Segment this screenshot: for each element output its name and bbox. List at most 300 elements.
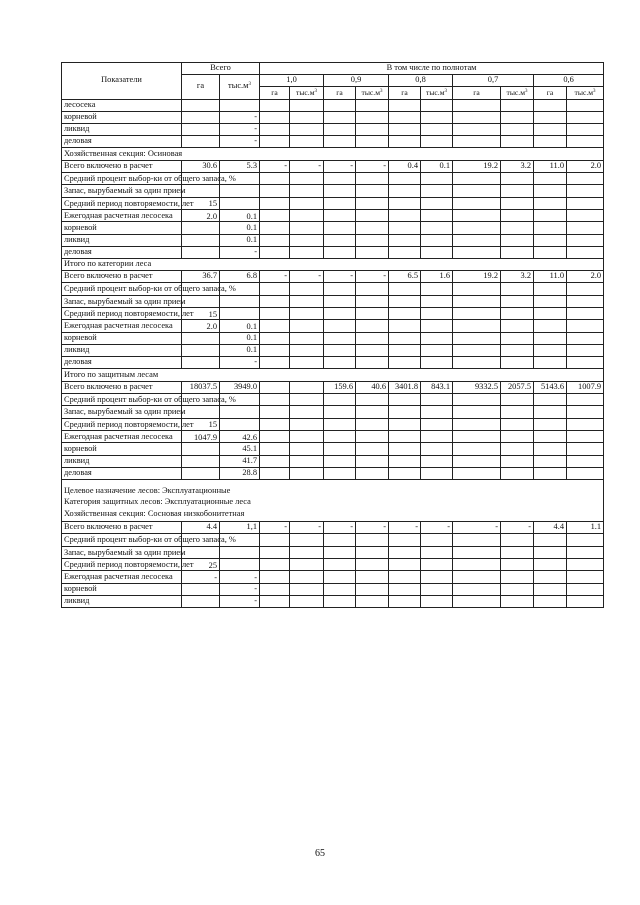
table-cell <box>421 455 453 467</box>
table-cell <box>324 123 356 135</box>
table-cell <box>260 418 290 430</box>
table-cell <box>421 345 453 357</box>
table-cell <box>567 583 604 595</box>
table-cell <box>220 308 260 320</box>
table-cell <box>389 455 421 467</box>
table-cell <box>453 234 501 246</box>
table-cell <box>324 443 356 455</box>
table-cell: 6.8 <box>220 271 260 283</box>
subheader-m3: $тыс.м^3$ <box>567 87 604 99</box>
table-cell <box>501 583 534 595</box>
table-cell <box>290 546 324 558</box>
table-cell: 0.1 <box>220 345 260 357</box>
table-cell <box>534 455 567 467</box>
table-cell <box>290 185 324 197</box>
table-row: Ежегодная расчетная лесосека 1047.9 42.6 <box>62 431 604 443</box>
table-row: Средний процент выбор-ки от общего запаса, % <box>62 393 604 405</box>
category-heading: Категория защитных лесов: Эксплуатационные леса <box>64 497 251 507</box>
table-row: Ежегодная расчетная лесосека - - <box>62 571 604 583</box>
table-row: Всего включено в расчет 4.4 1,1 - - - - - - - - 4.4 1.1 <box>62 522 604 534</box>
table-cell <box>389 320 421 332</box>
table-cell <box>290 246 324 258</box>
table-row: корневой 45.1 <box>62 443 604 455</box>
table-cell <box>421 136 453 148</box>
table-cell <box>182 596 220 608</box>
table-cell <box>324 583 356 595</box>
table-cell <box>260 283 290 295</box>
table-cell: 5.3 <box>220 160 260 172</box>
table-cell <box>567 308 604 320</box>
table-cell <box>501 295 534 307</box>
table-row: ликвид 41.7 <box>62 455 604 467</box>
table-row: ликвид 0.1 <box>62 234 604 246</box>
table-cell <box>453 283 501 295</box>
table-cell: 18037.5 <box>182 381 220 393</box>
table-cell <box>324 546 356 558</box>
table-cell: - <box>290 522 324 534</box>
table-cell: - <box>220 111 260 123</box>
table-cell <box>421 222 453 234</box>
table-cell <box>182 332 220 344</box>
table-cell <box>567 345 604 357</box>
table-cell: 15 <box>182 308 220 320</box>
table-cell <box>501 111 534 123</box>
table-row: Средний период повторяемости, лет 15 <box>62 197 604 209</box>
table-cell: - <box>260 522 290 534</box>
table-cell <box>453 345 501 357</box>
table-cell <box>260 534 290 546</box>
table-cell <box>220 559 260 571</box>
table-cell <box>567 431 604 443</box>
table-cell <box>356 295 389 307</box>
header-total-m3: $тыс.м^3$ <box>220 75 260 99</box>
table-cell <box>182 99 220 111</box>
table-cell <box>501 172 534 184</box>
table-cell <box>534 197 567 209</box>
table-cell <box>324 172 356 184</box>
subheader-ha: га <box>534 87 567 99</box>
table-row: Запас, вырубаемый за один прием <box>62 546 604 558</box>
table-cell <box>324 136 356 148</box>
table-cell <box>324 345 356 357</box>
table-cell <box>260 431 290 443</box>
table-cell <box>421 295 453 307</box>
table-cell <box>534 546 567 558</box>
table-cell <box>567 467 604 479</box>
header-density: 1,0 <box>260 75 324 87</box>
table-cell <box>290 381 324 393</box>
table-cell <box>182 345 220 357</box>
table-cell: - <box>220 123 260 135</box>
table-cell <box>453 393 501 405</box>
table-cell <box>290 332 324 344</box>
table-cell <box>290 559 324 571</box>
table-row: корневой 0.1 <box>62 332 604 344</box>
table-cell <box>453 583 501 595</box>
table-cell <box>324 406 356 418</box>
table-cell <box>324 320 356 332</box>
table-cell: 15 <box>182 418 220 430</box>
table-cell <box>260 172 290 184</box>
table-cell <box>567 418 604 430</box>
table-cell <box>453 185 501 197</box>
table-cell: 0.1 <box>220 332 260 344</box>
table-cell <box>356 467 389 479</box>
table-cell <box>356 320 389 332</box>
table-cell <box>290 136 324 148</box>
table-cell <box>567 443 604 455</box>
section-heading: Хозяйственная секция: Сосновая низкобонитетная <box>64 508 245 518</box>
table-cell <box>220 295 260 307</box>
table-cell: 4.4 <box>182 522 220 534</box>
table-cell <box>421 596 453 608</box>
table-cell <box>534 467 567 479</box>
table-cell <box>260 295 290 307</box>
table-cell <box>389 546 421 558</box>
table-cell <box>356 546 389 558</box>
header-total-ha: га <box>182 75 220 99</box>
table-cell <box>389 308 421 320</box>
table-row: Запас, вырубаемый за один прием <box>62 295 604 307</box>
header-density: 0,9 <box>324 75 389 87</box>
table-row: Средний процент выбор-ки от общего запаса, % <box>62 534 604 546</box>
table-body <box>62 99 604 608</box>
table-cell <box>356 534 389 546</box>
table-cell <box>567 559 604 571</box>
table-cell <box>453 172 501 184</box>
table-cell: - <box>389 522 421 534</box>
table-cell <box>389 136 421 148</box>
table-cell <box>324 111 356 123</box>
table-cell <box>501 571 534 583</box>
table-cell <box>324 393 356 405</box>
table-cell <box>182 443 220 455</box>
table-row: лесосека <box>62 99 604 111</box>
table-cell <box>182 123 220 135</box>
table-cell <box>421 534 453 546</box>
section-heading: Итого по защитным лесам <box>62 369 604 381</box>
table-cell <box>421 209 453 221</box>
table-row: Всего включено в расчет 18037.5 3949.0 159.6 40.6 3401.8 843.1 9332.5 2057.5 5143.6 1007.9 <box>62 381 604 393</box>
table-cell <box>290 222 324 234</box>
table-row: Всего включено в расчет 30.6 5.3 - - - - 0.4 0.1 19.2 3.2 11.0 2.0 <box>62 160 604 172</box>
table-cell <box>290 308 324 320</box>
table-row: деловая - <box>62 246 604 258</box>
table-cell <box>290 197 324 209</box>
purpose-heading: Целевое назначение лесов: Эксплуатационные <box>64 485 231 495</box>
table-cell: 159.6 <box>324 381 356 393</box>
header-including: В том числе по полнотам <box>260 63 604 75</box>
table-cell <box>534 295 567 307</box>
table-cell <box>534 443 567 455</box>
header-density: 0,7 <box>453 75 534 87</box>
table-cell <box>567 172 604 184</box>
table-cell <box>356 332 389 344</box>
table-cell <box>389 222 421 234</box>
table-cell <box>324 596 356 608</box>
table-cell <box>356 455 389 467</box>
table-cell <box>567 185 604 197</box>
table-cell <box>182 546 220 558</box>
table-cell: 9332.5 <box>453 381 501 393</box>
table-cell <box>290 234 324 246</box>
forest-harvest-table <box>61 62 604 608</box>
table-cell: - <box>290 160 324 172</box>
table-cell: - <box>421 522 453 534</box>
table-row: Средний процент выбор-ки от общего запаса, % <box>62 172 604 184</box>
table-cell <box>421 185 453 197</box>
table-cell <box>534 209 567 221</box>
table-cell <box>389 209 421 221</box>
table-cell <box>389 172 421 184</box>
table-cell <box>290 583 324 595</box>
subheader-m3: $тыс.м^3$ <box>356 87 389 99</box>
header-indicators: Показатели <box>62 63 182 100</box>
table-cell <box>290 467 324 479</box>
table-cell <box>567 455 604 467</box>
table-cell: 25 <box>182 559 220 571</box>
table-cell <box>356 209 389 221</box>
table-cell <box>389 295 421 307</box>
table-cell <box>501 596 534 608</box>
table-cell <box>501 136 534 148</box>
subheader-ha: га <box>453 87 501 99</box>
table-cell <box>534 559 567 571</box>
table-row: Средний период повторяемости, лет 25 <box>62 559 604 571</box>
table-cell <box>260 443 290 455</box>
subheader-ha: га <box>324 87 356 99</box>
table-cell <box>389 418 421 430</box>
table-cell: 1047.9 <box>182 431 220 443</box>
subheader-m3: $тыс.м^3$ <box>501 87 534 99</box>
table-cell: 30.6 <box>182 160 220 172</box>
table-cell <box>260 381 290 393</box>
subheader-ha: га <box>389 87 421 99</box>
section-heading-block <box>62 480 604 522</box>
table-row: Ежегодная расчетная лесосека 2.0 0.1 <box>62 209 604 221</box>
table-cell <box>567 596 604 608</box>
table-cell <box>260 222 290 234</box>
table-cell <box>356 136 389 148</box>
table-cell <box>501 209 534 221</box>
table-cell <box>567 406 604 418</box>
table-cell <box>453 406 501 418</box>
table-cell <box>260 99 290 111</box>
table-cell <box>567 234 604 246</box>
table-cell <box>421 559 453 571</box>
table-cell <box>567 571 604 583</box>
table-cell <box>389 185 421 197</box>
header-density: 0,8 <box>389 75 453 87</box>
table-row: Ежегодная расчетная лесосека 2.0 0.1 <box>62 320 604 332</box>
table-cell <box>290 357 324 369</box>
table-cell <box>389 443 421 455</box>
table-cell: 41.7 <box>220 455 260 467</box>
table-cell: 0.1 <box>220 320 260 332</box>
table-cell <box>453 136 501 148</box>
table-cell <box>356 111 389 123</box>
table-cell: 28.8 <box>220 467 260 479</box>
table-cell <box>290 571 324 583</box>
table-cell: 45.1 <box>220 443 260 455</box>
table-cell <box>324 99 356 111</box>
table-cell <box>421 431 453 443</box>
table-cell <box>453 209 501 221</box>
table-cell: 1.1 <box>567 522 604 534</box>
table-cell <box>290 111 324 123</box>
table-cell: - <box>260 271 290 283</box>
table-cell <box>453 320 501 332</box>
table-cell <box>421 234 453 246</box>
table-cell: 15 <box>182 197 220 209</box>
table-cell <box>290 406 324 418</box>
table-cell: - <box>324 271 356 283</box>
table-cell <box>260 467 290 479</box>
table-cell <box>567 123 604 135</box>
table-cell <box>260 345 290 357</box>
table-cell <box>453 559 501 571</box>
table-cell <box>220 185 260 197</box>
table-cell <box>290 123 324 135</box>
table-cell: 3401.8 <box>389 381 421 393</box>
table-cell <box>356 308 389 320</box>
table-cell <box>290 209 324 221</box>
table-cell <box>220 197 260 209</box>
table-row: деловая - <box>62 136 604 148</box>
table-cell <box>356 99 389 111</box>
table-cell: 2.0 <box>567 271 604 283</box>
table-row: корневой - <box>62 111 604 123</box>
table-cell <box>356 357 389 369</box>
table-cell <box>421 357 453 369</box>
table-cell <box>389 431 421 443</box>
table-cell: 1007.9 <box>567 381 604 393</box>
table-cell <box>453 534 501 546</box>
table-cell <box>324 197 356 209</box>
table-cell: 2.0 <box>182 320 220 332</box>
table-cell <box>356 596 389 608</box>
table-cell <box>534 596 567 608</box>
table-cell <box>260 571 290 583</box>
table-cell <box>324 467 356 479</box>
table-cell <box>421 571 453 583</box>
table-cell <box>260 123 290 135</box>
table-cell <box>260 136 290 148</box>
table-cell <box>290 99 324 111</box>
table-row: ликвид 0.1 <box>62 345 604 357</box>
table-cell: - <box>220 357 260 369</box>
table-cell: 0.4 <box>389 160 421 172</box>
table-cell <box>389 123 421 135</box>
table-cell <box>260 583 290 595</box>
table-row: корневой 0.1 <box>62 222 604 234</box>
table-cell <box>567 320 604 332</box>
table-cell <box>534 571 567 583</box>
table-cell <box>501 393 534 405</box>
table-cell <box>389 559 421 571</box>
table-cell <box>260 357 290 369</box>
table-cell: - <box>182 571 220 583</box>
table-cell <box>453 443 501 455</box>
subheader-m3: $тыс.м^3$ <box>421 87 453 99</box>
table-cell <box>453 431 501 443</box>
table-cell: 5143.6 <box>534 381 567 393</box>
table-cell <box>421 197 453 209</box>
table-cell <box>501 406 534 418</box>
table-cell <box>567 332 604 344</box>
table-cell <box>290 283 324 295</box>
table-cell <box>389 357 421 369</box>
section-heading: Хозяйственная секция: Осиновая <box>62 148 604 160</box>
table-cell <box>182 246 220 258</box>
table-row: Запас, вырубаемый за один прием <box>62 406 604 418</box>
table-cell: 11.0 <box>534 160 567 172</box>
table-row: корневой - <box>62 583 604 595</box>
table-cell <box>389 111 421 123</box>
table-cell <box>389 571 421 583</box>
table-cell <box>356 234 389 246</box>
table-cell: - <box>356 160 389 172</box>
table-cell <box>324 418 356 430</box>
table-cell <box>534 320 567 332</box>
table-cell <box>421 123 453 135</box>
table-cell: 6.5 <box>389 271 421 283</box>
table-cell <box>290 431 324 443</box>
table-cell <box>324 571 356 583</box>
table-cell <box>324 222 356 234</box>
table-row: Всего включено в расчет 36.7 6.8 - - - - 6.5 1.6 19.2 3.2 11.0 2.0 <box>62 271 604 283</box>
table-cell <box>324 559 356 571</box>
table-cell <box>421 443 453 455</box>
table-cell: - <box>324 160 356 172</box>
table-cell <box>501 455 534 467</box>
table-cell <box>534 332 567 344</box>
table-cell <box>324 357 356 369</box>
table-cell: 843.1 <box>421 381 453 393</box>
table-cell <box>220 418 260 430</box>
table-cell <box>421 406 453 418</box>
table-cell <box>182 583 220 595</box>
table-cell <box>356 172 389 184</box>
table-cell <box>324 246 356 258</box>
table-cell <box>501 546 534 558</box>
table-cell <box>453 455 501 467</box>
table-cell <box>260 209 290 221</box>
table-cell <box>534 172 567 184</box>
table-cell <box>356 571 389 583</box>
table-row: Средний период повторяемости, лет 15 <box>62 418 604 430</box>
table-cell <box>501 431 534 443</box>
table-cell <box>389 345 421 357</box>
table-cell: - <box>260 160 290 172</box>
table-cell <box>421 99 453 111</box>
table-row: Средний процент выбор-ки от общего запаса, % <box>62 283 604 295</box>
table-cell <box>534 99 567 111</box>
table-cell <box>534 222 567 234</box>
table-cell <box>453 467 501 479</box>
table-cell <box>389 332 421 344</box>
table-cell <box>389 583 421 595</box>
table-cell <box>356 246 389 258</box>
table-cell <box>356 393 389 405</box>
table-cell <box>389 283 421 295</box>
table-cell <box>453 571 501 583</box>
table-cell <box>220 406 260 418</box>
table-cell <box>421 308 453 320</box>
table-cell <box>260 393 290 405</box>
table-cell <box>290 172 324 184</box>
table-cell <box>453 295 501 307</box>
